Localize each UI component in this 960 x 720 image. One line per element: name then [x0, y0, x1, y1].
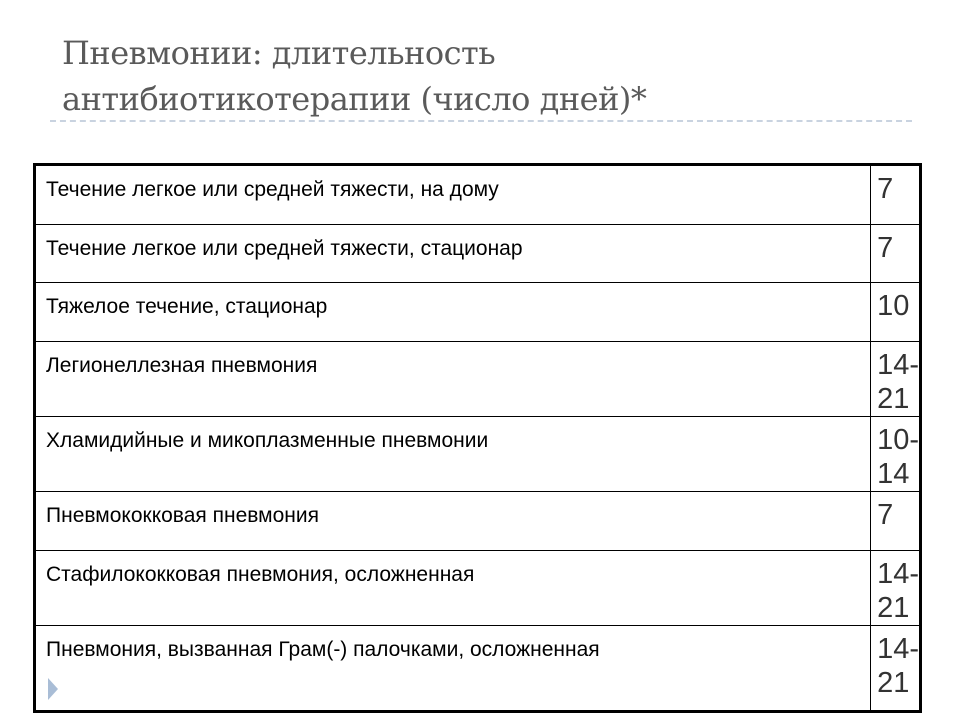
days-cell: 14-21 [871, 342, 921, 417]
condition-cell: Пневмония, вызванная Грам(-) палочками, осложненная [35, 626, 871, 712]
condition-cell: Стафилококковая пневмония, осложненная [35, 551, 871, 626]
condition-cell: Течение легкое или средней тяжести, на дому [35, 165, 871, 225]
table-row [35, 551, 921, 626]
days-cell: 7 [871, 225, 921, 283]
table-row [35, 417, 921, 492]
condition-cell: Течение легкое или средней тяжести, стационар [35, 225, 871, 283]
days-cell: 10 [871, 283, 921, 342]
days-cell: 14-21 [871, 626, 921, 712]
condition-cell: Пневмококковая пневмония [35, 492, 871, 551]
title-line-1: Пневмонии: длительность [62, 34, 496, 72]
table-row [35, 165, 921, 225]
title-line-2: антибиотикотерапии (число дней)* [62, 80, 647, 118]
days-cell: 14-21 [871, 551, 921, 626]
condition-cell: Хламидийные и микоплазменные пневмонии [35, 417, 871, 492]
condition-cell: Тяжелое течение, стационар [35, 283, 871, 342]
table-row [35, 283, 921, 342]
title-divider [50, 120, 912, 122]
table-row [35, 492, 921, 551]
days-cell: 7 [871, 165, 921, 225]
condition-cell: Легионеллезная пневмония [35, 342, 871, 417]
table-row [35, 342, 921, 417]
bullet-arrow-icon [48, 678, 58, 700]
slide-title [62, 30, 646, 122]
days-cell: 10-14 [871, 417, 921, 492]
table-row [35, 626, 921, 712]
table-row [35, 225, 921, 283]
days-cell: 7 [871, 492, 921, 551]
duration-table [33, 163, 922, 713]
